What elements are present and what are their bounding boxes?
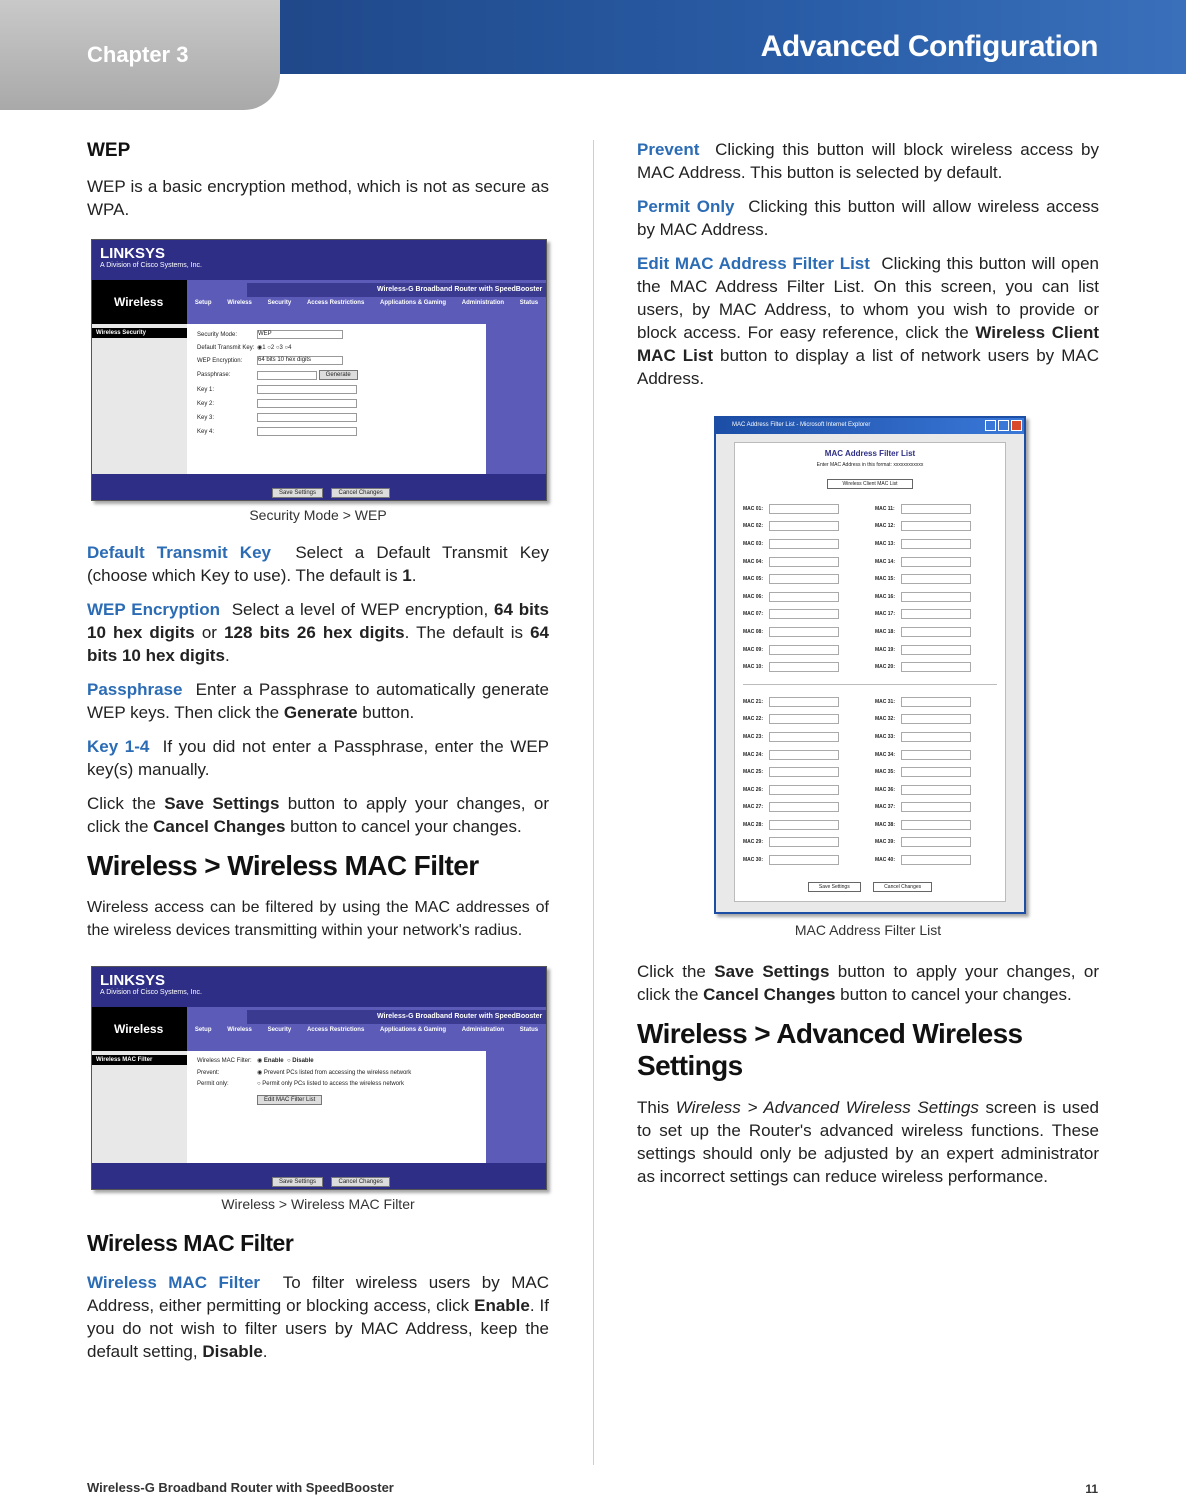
column-divider — [593, 140, 594, 1465]
mac-input[interactable] — [901, 767, 971, 777]
prevent-radio[interactable]: ◉ Prevent PCs listed from accessing the wireless network — [257, 1070, 412, 1076]
mac-row: MAC 27: — [743, 799, 865, 817]
mac-input[interactable] — [901, 732, 971, 742]
tab-status[interactable]: Status — [519, 1027, 539, 1033]
product-bar-2: Wireless-G Broadband Router with SpeedBooster — [247, 1010, 546, 1024]
mac-row: MAC 09: — [743, 641, 865, 659]
mac-input[interactable] — [769, 785, 839, 795]
mac-row: MAC 12: — [875, 518, 997, 536]
mac-row: MAC 23: — [743, 728, 865, 746]
mac-row: MAC 01: — [743, 500, 865, 518]
page-number: 11 — [1085, 1482, 1098, 1496]
mac-row: MAC 40: — [875, 851, 997, 869]
mac-input[interactable] — [769, 557, 839, 567]
key3-input[interactable] — [257, 413, 357, 422]
edit-mac-filter-list-button[interactable]: Edit MAC Filter List — [257, 1095, 322, 1105]
para-default-key: Default Transmit Key Select a Default Transmit Key (choose which Key to use). The default is 1. — [87, 543, 549, 585]
mac-row: MAC 06: — [743, 588, 865, 606]
tab-setup[interactable]: Setup — [194, 300, 212, 306]
mac-input[interactable] — [769, 837, 839, 847]
minimize-icon[interactable] — [985, 420, 996, 431]
mac-row: MAC 04: — [743, 553, 865, 571]
right-column — [637, 138, 1099, 1199]
mac-input[interactable] — [901, 820, 971, 830]
mac-input[interactable] — [901, 662, 971, 672]
mac-row: MAC 34: — [875, 746, 997, 764]
mac-row: MAC 31: — [875, 693, 997, 711]
mac-row: MAC 22: — [743, 711, 865, 729]
para-mac-filter: Wireless MAC Filter To filter wireless users by MAC Address, either permitting or blocking access, click Enable. If you do not wish to filter users by MAC Address, keep the default setting, Disable. — [87, 1273, 550, 1361]
mac-row: MAC 14: — [875, 553, 997, 571]
router-tabs-2 — [187, 1027, 546, 1033]
section-label: Wireless — [92, 280, 187, 324]
mac-input[interactable] — [901, 609, 971, 619]
format-hint: Enter MAC Address in this format: xxxxxxxxxxxx — [816, 462, 924, 468]
mac-input[interactable] — [901, 750, 971, 760]
mac-input[interactable] — [901, 855, 971, 865]
linksys-logo: LINKSYS A Division of Cisco Systems, Inc. — [100, 245, 202, 269]
mac-input[interactable] — [769, 609, 839, 619]
mac-input[interactable] — [769, 645, 839, 655]
mac-row: MAC 15: — [875, 570, 997, 588]
mac-input[interactable] — [901, 627, 971, 637]
mac-input[interactable] — [769, 627, 839, 637]
key1-input[interactable] — [257, 385, 357, 394]
tab-apps[interactable]: Applications & Gaming — [380, 1027, 447, 1033]
linksys-logo-2: LINKSYS A Division of Cisco Systems, Inc. — [100, 972, 202, 996]
para-save-right: Click the Save Settings button to apply your changes, or click the Cancel Changes button to cancel your changes. — [637, 961, 1099, 1004]
para-save-left: Click the Save Settings button to apply your changes, or click the Cancel Changes button to cancel your changes. — [87, 794, 549, 836]
para-prevent: Prevent Clicking this button will block wireless access by MAC Address. This button is selected by default. — [637, 140, 1100, 182]
key-radio-group[interactable]: ◉1 ○2 ○3 ○4 — [257, 345, 292, 351]
chapter-label: Chapter 3 — [87, 42, 189, 67]
mac-row: MAC 19: — [875, 641, 997, 659]
panel-label-2: Wireless MAC Filter — [92, 1055, 187, 1065]
mac-input[interactable] — [769, 855, 839, 865]
wep-intro: WEP is a basic encryption method, which is not as secure as WPA. — [87, 177, 549, 219]
footer-product: Wireless-G Broadband Router with SpeedBooster — [87, 1480, 394, 1495]
mac-input[interactable] — [769, 732, 839, 742]
mac-row: MAC 25: — [743, 763, 865, 781]
para-mac-intro: Wireless access can be filtered by using the MAC addresses of the wireless devices transmitting within your network's radius. — [87, 899, 549, 939]
win-cancel-changes-button[interactable]: Cancel Changes — [873, 882, 932, 892]
mac-row: MAC 36: — [875, 781, 997, 799]
passphrase-input[interactable] — [257, 371, 317, 380]
mac-input[interactable] — [901, 504, 971, 514]
mac-row: MAC 03: — [743, 535, 865, 553]
mac-input[interactable] — [901, 837, 971, 847]
mac-row: MAC 18: — [875, 623, 997, 641]
caption-mac-list: MAC Address Filter List — [794, 921, 942, 938]
cancel-changes-button[interactable]: Cancel Changes — [331, 488, 389, 498]
mac-row: MAC 21: — [743, 693, 865, 711]
encryption-select[interactable]: 64 bits 10 hex digits — [257, 356, 343, 365]
save-settings-button[interactable]: Save Settings — [272, 488, 323, 498]
disable-radio[interactable]: ○ Disable — [286, 1057, 314, 1064]
tab-access[interactable]: Access Restrictions — [306, 300, 365, 306]
security-mode-select[interactable]: WEP — [257, 330, 343, 339]
tab-setup[interactable]: Setup — [194, 1027, 212, 1033]
mac-input[interactable] — [901, 697, 971, 707]
wireless-client-mac-list-button[interactable]: Wireless Client MAC List — [827, 479, 912, 489]
para-permit: Permit Only Clicking this button will allow wireless access by MAC Address. — [637, 197, 1100, 239]
save-settings-button-2[interactable]: Save Settings — [272, 1177, 323, 1187]
mac-row: MAC 29: — [743, 834, 865, 852]
help-panel-2 — [486, 1051, 546, 1163]
mac-row: MAC 32: — [875, 711, 997, 729]
mac-input[interactable] — [901, 714, 971, 724]
tab-wireless[interactable]: Wireless — [227, 300, 252, 306]
section-label-2: Wireless — [92, 1007, 187, 1051]
window-titlebar: MAC Address Filter List - Microsoft Internet Explorer — [716, 418, 1024, 434]
screenshot-wep — [91, 239, 547, 501]
mac-row: MAC 26: — [743, 781, 865, 799]
mac-row: MAC 35: — [875, 763, 997, 781]
mac-input[interactable] — [769, 767, 839, 777]
mac-input[interactable] — [769, 714, 839, 724]
screenshot-mac-filter — [91, 966, 547, 1190]
mac-input[interactable] — [901, 592, 971, 602]
enable-radio[interactable]: ◉ Enable — [257, 1058, 284, 1064]
key2-input[interactable] — [257, 399, 357, 408]
panel-label: Wireless Security — [92, 328, 187, 338]
mac-input[interactable] — [901, 539, 971, 549]
mac-input[interactable] — [769, 820, 839, 830]
permit-radio[interactable]: ○ Permit only PCs listed to access the wireless network — [257, 1081, 405, 1087]
mac-input[interactable] — [769, 539, 839, 549]
mac-row: MAC 37: — [875, 799, 997, 817]
mac-row: MAC 13: — [875, 535, 997, 553]
mac-row: MAC 02: — [743, 518, 865, 536]
mac-input[interactable] — [901, 574, 971, 584]
generate-button[interactable]: Generate — [319, 370, 358, 380]
wep-heading: WEP — [87, 140, 131, 161]
mac-row: MAC 16: — [875, 588, 997, 606]
mac-row: MAC 39: — [875, 834, 997, 852]
tab-security[interactable]: Security — [267, 300, 292, 306]
para-advanced: This Wireless > Advanced Wireless Settings screen is used to set up the Router's advanced wireless functions. These settings should only be adjusted by an expert administrator as incorrect settings can reduce wireless performance. — [637, 1097, 1099, 1186]
para-wep-encryption: WEP Encryption Select a level of WEP encryption, 64 bits 10 hex digits or 128 bits 26 hex digits. The default is 64 bits 10 hex digits. — [87, 600, 550, 665]
mac-input[interactable] — [769, 662, 839, 672]
para-key: Key 1-4 If you did not enter a Passphrase, enter the WEP key(s) manually. — [87, 737, 550, 779]
help-panel — [486, 324, 546, 474]
wep-form: Security Mode: WEP Default Transmit Key: ◉1 ○2 ○3 ○4 WEP Encryption: 64 bits 10 hex digits Passphrase: Generate Key 1: Key 2: Key 3: Key 4: — [187, 324, 486, 474]
heading-advanced: Wireless > Advanced Wireless Settings — [637, 1017, 1023, 1081]
mac-input[interactable] — [769, 521, 839, 531]
section-title: Advanced Configuration — [760, 30, 1098, 63]
mac-row: MAC 33: — [875, 728, 997, 746]
tab-status[interactable]: Status — [519, 300, 539, 306]
mac-row: MAC 11: — [875, 500, 997, 518]
tab-wireless[interactable]: Wireless — [227, 1027, 252, 1033]
mac-row: MAC 08: — [743, 623, 865, 641]
tab-access[interactable]: Access Restrictions — [306, 1027, 365, 1033]
mac-input[interactable] — [769, 750, 839, 760]
mac-input[interactable] — [769, 592, 839, 602]
win-save-settings-button[interactable]: Save Settings — [808, 882, 861, 892]
para-edit-list: Edit MAC Address Filter List Clicking this button will open the MAC Address Filter List. On this screen, you can list users, by MAC Address, to whom you wish to provide or block access. For easy reference, click the Wireless Client MAC List button to display a list of network users by MAC Address. — [637, 254, 1099, 388]
close-icon[interactable] — [1011, 420, 1022, 431]
mac-row: MAC 28: — [743, 816, 865, 834]
mac-input[interactable] — [769, 802, 839, 812]
key4-input[interactable] — [257, 427, 357, 436]
mac-row: MAC 17: — [875, 606, 997, 624]
mac-input[interactable] — [769, 574, 839, 584]
mac-row: MAC 20: — [875, 658, 997, 676]
mac-input[interactable] — [769, 697, 839, 707]
heading-sub-mac-filter: Wireless MAC Filter — [87, 1230, 294, 1256]
cancel-changes-button-2[interactable]: Cancel Changes — [331, 1177, 389, 1187]
tab-security[interactable]: Security — [267, 1027, 292, 1033]
mac-row: MAC 30: — [743, 851, 865, 869]
mac-input[interactable] — [901, 521, 971, 531]
window-heading: MAC Address Filter List — [824, 449, 916, 458]
left-column — [87, 140, 549, 1374]
router-tabs — [187, 300, 546, 306]
mac-input[interactable] — [901, 557, 971, 567]
mac-row: MAC 24: — [743, 746, 865, 764]
caption-wep: Security Mode > WEP — [249, 507, 387, 523]
heading-mac-filter: Wireless > Wireless MAC Filter — [87, 850, 479, 881]
para-passphrase: Passphrase Enter a Passphrase to automatically generate WEP keys. Then click the Generate button. — [87, 680, 549, 722]
mac-filter-list-window — [714, 416, 1026, 914]
mac-separator — [743, 684, 997, 685]
tab-admin[interactable]: Administration — [461, 1027, 505, 1033]
mac-input[interactable] — [901, 802, 971, 812]
mac-input[interactable] — [769, 504, 839, 514]
mac-row: MAC 05: — [743, 570, 865, 588]
mac-row: MAC 38: — [875, 816, 997, 834]
caption-mac-filter: Wireless > Wireless MAC Filter — [221, 1196, 415, 1212]
maximize-icon[interactable] — [998, 420, 1009, 431]
mac-filter-form: Wireless MAC Filter: ◉ Enable ○ Disable Prevent: ◉ Prevent PCs listed from accessing the wireless network Permit only: ○ Permit only PCs listed to access the wireless network Edit MAC Filter List — [197, 1057, 412, 1103]
tab-admin[interactable]: Administration — [461, 300, 505, 306]
tab-apps[interactable]: Applications & Gaming — [380, 300, 447, 306]
mac-row: MAC 10: — [743, 658, 865, 676]
product-bar: Wireless-G Broadband Router with SpeedBooster — [247, 283, 546, 297]
mac-grid — [743, 500, 997, 869]
mac-input[interactable] — [901, 785, 971, 795]
mac-input[interactable] — [901, 645, 971, 655]
mac-row: MAC 07: — [743, 606, 865, 624]
